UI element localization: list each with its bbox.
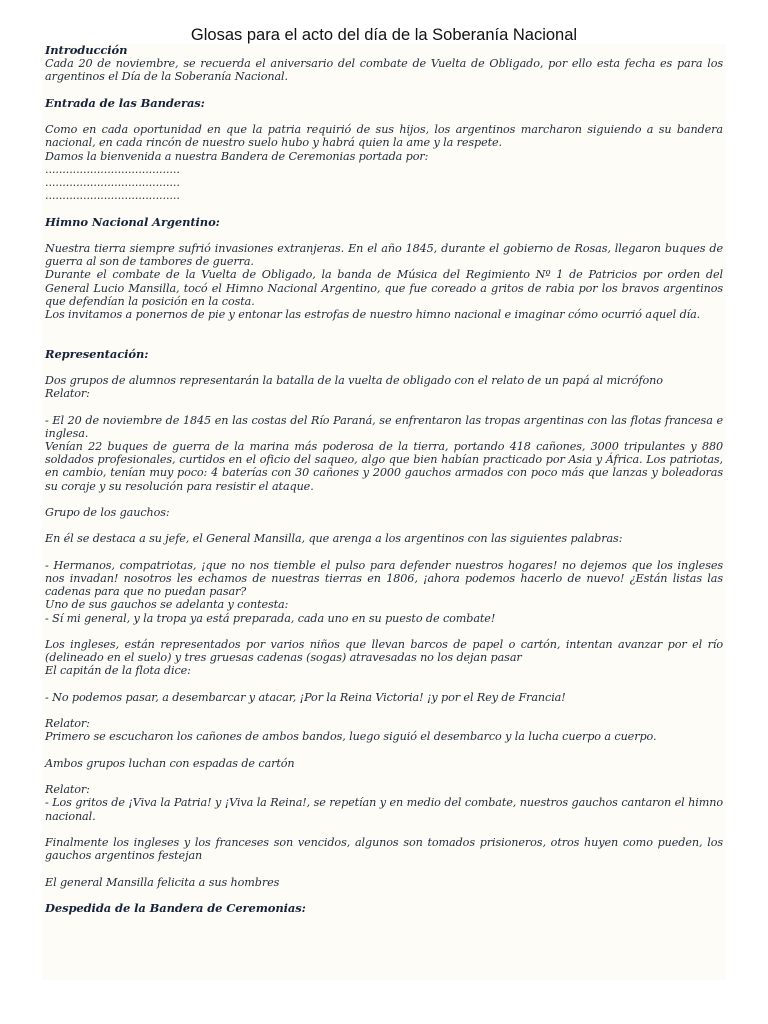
- document-body: [45, 44, 723, 915]
- document-title: Glosas para el acto del día de la Soberanía Nacional: [190, 26, 578, 44]
- heading-himno: Himno Nacional Argentino:: [45, 214, 220, 229]
- banderas-paragraph-1: Como en cada oportunidad en que la patria requirió de sus hijos, los argentinos marcharon siguiendo a su bandera nacional, en cada rincón de nuestro suelo hubo y habrá quien la ame y la respete.: [45, 123, 723, 150]
- repr-relator-3: Relator:: [45, 783, 90, 797]
- heading-introduccion: Introducción: [45, 43, 128, 57]
- repr-paragraph-7: - Hermanos, compatriotas, ¡que no nos tiemble el pulso para defender nuestros hogares! no dejemos que los ingleses nos invadan! nosotros les echamos de nuestras tierras en 1806, ¡ahora podemos hacerlo de nuevo! ¿Están listas las cadenas para que no puedan pasar?: [45, 558, 723, 599]
- repr-paragraph-14: Primero se escucharon los cañones de ambos bandos, luego siguió el desembarco y la lucha cuerpo a cuerpo.: [45, 730, 657, 744]
- repr-paragraph-19: El general Mansilla felicita a sus hombres: [45, 875, 280, 889]
- repr-paragraph-18: Finalmente los ingleses y los franceses son vencidos, algunos son tomados prisioneros, otros huyen como pueden, los gauchos argentinos festejan: [45, 835, 723, 863]
- himno-paragraph-1: Nuestra tierra siempre sufrió invasiones extranjeras. En el año 1845, durante el gobierno de Rosas, llegaron buques de guerra al son de tambores de guerra.: [45, 241, 723, 269]
- repr-grupo-gauchos: Grupo de los gauchos:: [45, 505, 170, 519]
- repr-paragraph-6: En él se destaca a su jefe, el General Mansilla, que arenga a los argentinos con las siguientes palabras:: [45, 532, 623, 546]
- heading-representacion: Representación:: [45, 346, 149, 361]
- dotted-line-3: .......................................: [45, 189, 180, 203]
- intro-paragraph: Cada 20 de noviembre, se recuerda el aniversario del combate de Vuelta de Obligado, por ello esta fecha es para los argentinos el Día de la Soberanía Nacional.: [45, 57, 723, 84]
- repr-paragraph-8: Uno de sus gauchos se adelanta y contesta:: [45, 598, 289, 612]
- repr-paragraph-11: El capitán de la flota dice:: [45, 664, 191, 678]
- repr-paragraph-9: - Sí mi general, y la tropa ya está preparada, cada uno en su puesto de combate!: [45, 611, 496, 625]
- himno-paragraph-2: Durante el combate de la Vuelta de Obligado, la banda de Música del Regimiento Nº 1 de Patricios por orden del General Lucio Mansilla, tocó el Himno Nacional Argentino, que fue coreado a gritos de rabia por los bravos argentinos que defendían la posición en la costa.: [45, 268, 723, 308]
- repr-paragraph-1: Dos grupos de alumnos representarán la batalla de la vuelta de obligado con el relato de un papá al micrófono: [45, 373, 663, 387]
- repr-paragraph-15: Ambos grupos luchan con espadas de cartón: [45, 756, 295, 770]
- dotted-line-1: .......................................: [45, 162, 180, 176]
- banderas-paragraph-2: Damos la bienvenida a nuestra Bandera de Ceremonias portada por:: [45, 149, 429, 163]
- repr-paragraph-3: - El 20 de noviembre de 1845 en las costas del Río Paraná, se enfrentaron las tropas argentinas con las flotas francesa e inglesa.: [45, 413, 723, 440]
- repr-paragraph-10: Los ingleses, están representados por varios niños que llevan barcos de papel o cartón, intentan avanzar por el río (delineado en el suelo) y tres gruesas cadenas (sogas) atravesadas no los dejan pasar: [45, 637, 723, 665]
- himno-paragraph-3: Los invitamos a ponernos de pie y entonar las estrofas de nuestro himno nacional e imaginar cómo ocurrió aquel día.: [45, 308, 701, 321]
- heading-entrada-banderas: Entrada de las Banderas:: [45, 95, 205, 110]
- repr-relator-2: Relator:: [45, 717, 90, 731]
- repr-paragraph-4: Venían 22 buques de guerra de la marina más poderosa de la tierra, portando 418 cañones, 3000 tripulantes y 880 soldados profesionales, curtidos en el oficio del saqueo, algo que bien habían practicado por Asia y África. Los patriotas, en cambio, tenían muy poco: 4 baterías con 30 cañones y 2000 gauchos armados con poco más que lanzas y boleadoras su coraje y su resolución para resistir el ataque.: [45, 439, 723, 493]
- repr-paragraph-12: - No podemos pasar, a desembarcar y atacar, ¡Por la Reina Victoria! ¡y por el Rey de Francia!: [45, 690, 566, 704]
- dotted-line-2: .......................................: [45, 176, 180, 189]
- repr-relator-1: Relator:: [45, 387, 90, 401]
- repr-paragraph-17: - Los gritos de ¡Viva la Patria! y ¡Viva la Reina!, se repetían y en medio del combate, nuestros gauchos cantaron el himno nacional.: [45, 796, 723, 823]
- heading-despedida: Despedida de la Bandera de Ceremonias:: [45, 900, 306, 915]
